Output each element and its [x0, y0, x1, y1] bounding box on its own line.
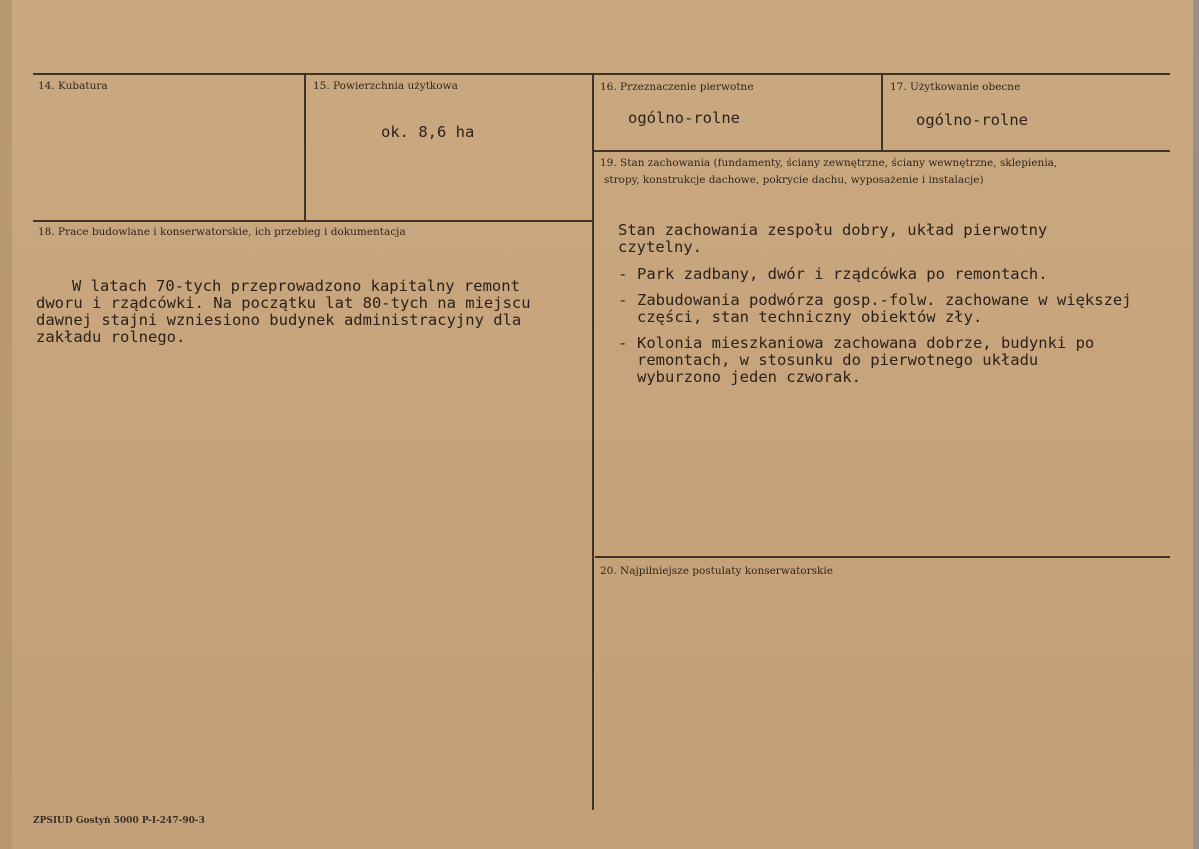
field-19-bullet-line: części, stan techniczny obiektów zły.	[637, 308, 983, 326]
rule-top	[33, 73, 1170, 75]
field-19-bullet-line: Zabudowania podwórza gosp.-folw. zachowane w większej	[637, 291, 1132, 309]
rule-16-17-divider	[881, 74, 883, 152]
field-15-label: 15. Powierzchnia użytkowa	[313, 80, 458, 92]
rule-19-bottom	[595, 556, 1170, 558]
field-19-intro-line: Stan zachowania zespołu dobry, układ pierwotny	[618, 221, 1048, 239]
field-18-line: zakładu rolnego.	[36, 328, 186, 346]
print-imprint: ZPSIUD Gostyń 5000 P-I-247-90-3	[33, 816, 205, 826]
field-16-value: ogólno-rolne	[628, 109, 740, 127]
paper-right-edge	[1193, 0, 1199, 849]
field-17-label: 17. Użytkowanie obecne	[890, 81, 1021, 93]
field-18-label: 18. Prace budowlane i konserwatorskie, ich przebieg i dokumentacja	[38, 226, 406, 238]
field-19-intro-line: czytelny.	[618, 238, 702, 256]
rule-14-15-bottom	[33, 220, 593, 222]
field-19-label: 19. Stan zachowania (fundamenty, ściany zewnętrzne, ściany wewnętrzne, sklepienia,	[600, 157, 1058, 169]
field-19-bullet-marker: -	[618, 265, 628, 283]
rule-14-15-divider	[304, 74, 306, 222]
field-19-bullet-line: Kolonia mieszkaniowa zachowana dobrze, budynki po	[637, 334, 1095, 352]
field-18-line: dawnej stajni wzniesiono budynek administracyjny dla	[36, 311, 522, 329]
field-19-bullet-marker: -	[618, 334, 628, 352]
field-18-line: W latach 70-tych przeprowadzono kapitalny remont	[72, 277, 520, 295]
field-19-bullet-line: remontach, w stosunku do pierwotnego układu	[637, 351, 1039, 369]
field-19-bullet-line: Park zadbany, dwór i rządcówka po remontach.	[637, 265, 1048, 283]
field-14-label: 14. Kubatura	[38, 80, 108, 92]
field-19-label-cont: stropy, konstrukcje dachowe, pokrycie dachu, wyposażenie i instalacje)	[604, 174, 984, 186]
field-19-bullet-line: wyburzono jeden czworak.	[637, 368, 861, 386]
field-15-value: ok. 8,6 ha	[381, 123, 475, 141]
field-19-bullet-marker: -	[618, 291, 628, 309]
field-18-line: dworu i rządcówki. Na początku lat 80-tych na miejscu	[36, 294, 531, 312]
paper-left-edge	[0, 0, 12, 849]
rule-center-divider	[592, 74, 594, 810]
field-17-value: ogólno-rolne	[916, 111, 1028, 129]
field-20-label: 20. Najpilniejsze postulaty konserwatorskie	[600, 565, 833, 577]
field-16-label: 16. Przeznaczenie pierwotne	[600, 81, 754, 93]
